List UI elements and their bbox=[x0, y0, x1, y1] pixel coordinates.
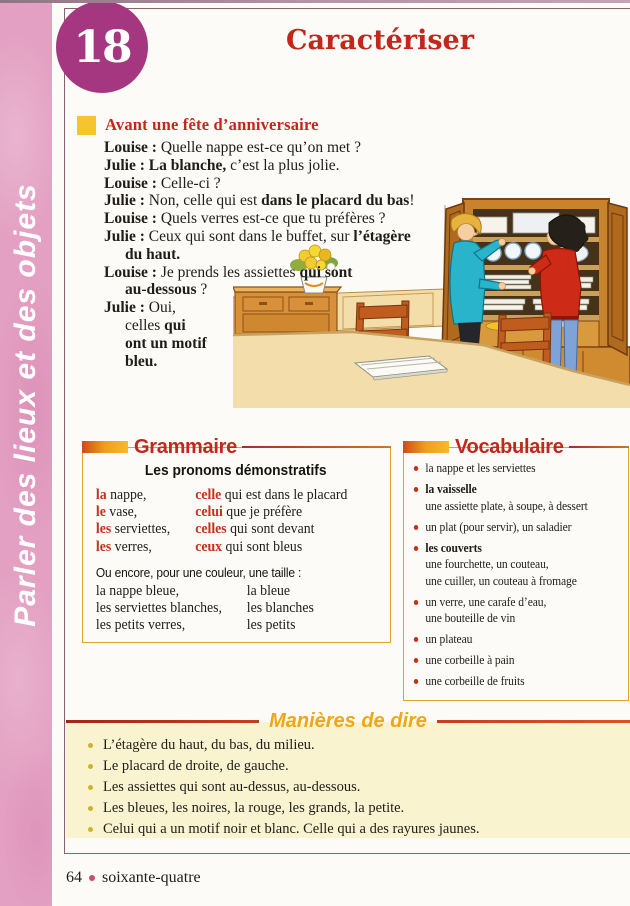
vocabulary-item bbox=[404, 540, 625, 590]
vocabulary-box bbox=[403, 436, 629, 701]
grammar-color-row: les serviettes blanches, les blanches bbox=[95, 599, 314, 616]
grammar-row: les serviettes, celles qui sont devant bbox=[95, 521, 315, 538]
vocabulary-content bbox=[404, 448, 625, 694]
dialogue-line: du haut. bbox=[125, 245, 181, 263]
vocabulary-item bbox=[404, 652, 625, 669]
dialogue-line: Louise : Quelle nappe est-ce qu’on met ? bbox=[104, 139, 361, 156]
vocabulary-item bbox=[404, 481, 625, 514]
dialogue-line: Julie : Ceux qui sont dans le buffet, sur l’étagère bbox=[104, 227, 411, 245]
scan-top-edge bbox=[0, 0, 630, 3]
dialogue-line: Julie : Oui, bbox=[104, 299, 176, 317]
manieres-list bbox=[66, 722, 630, 836]
grammar-row: le vase, celui que je préfère bbox=[95, 504, 303, 521]
unit-theme-label: Parler des lieux et des objets bbox=[9, 183, 42, 627]
dialogue-heading-text: Avant une fête d’anniversaire bbox=[105, 115, 319, 134]
grammar-header-text: Grammaire bbox=[134, 436, 237, 458]
grammar-color-row: la nappe bleue, la bleue bbox=[95, 582, 291, 599]
page-number-word: soixante-quatre bbox=[102, 869, 201, 886]
vocabulary-item-sub: une cuiller, un couteau à fromage bbox=[425, 572, 577, 588]
header-rule-left bbox=[66, 720, 259, 724]
grammar-row: la nappe, celle qui est dans le placard bbox=[95, 487, 348, 503]
cupboard-right-door bbox=[608, 203, 627, 355]
page-title: Caractériser bbox=[286, 25, 474, 56]
unit-number-badge bbox=[56, 1, 148, 93]
vocabulary-item-main: la nappe et les serviettes bbox=[425, 460, 536, 475]
dialogue-line: Julie : La blanche, c’est la plus jolie. bbox=[104, 156, 340, 174]
vocabulary-item bbox=[404, 460, 625, 477]
dialogue bbox=[104, 139, 414, 370]
dialogue-line: bleu. bbox=[125, 352, 158, 370]
vocabulary-item-main: une corbeille de fruits bbox=[425, 673, 525, 688]
vocabulary-item-main: la vaisselle bbox=[425, 481, 477, 496]
manieres-item: Les bleues, les noires, la rouge, les grands, la petite. bbox=[86, 801, 622, 816]
vocabulary-item-sub: une bouteille de vin bbox=[425, 610, 516, 625]
vocabulary-item-main: un plat (pour servir), un saladier bbox=[425, 518, 572, 534]
manieres-header bbox=[66, 710, 630, 733]
unit-number: 18 bbox=[73, 21, 131, 73]
grammar-pronoun-rows bbox=[83, 487, 388, 556]
manieres-item: L’étagère du haut, du bas, du milieu. bbox=[86, 738, 622, 753]
vocabulary-item bbox=[404, 631, 625, 648]
manieres-title: Manières de dire bbox=[269, 710, 427, 732]
vocabulary-item-main: les couverts bbox=[425, 539, 482, 555]
page-footer bbox=[66, 869, 201, 887]
dialogue-line: Louise : Je prends les assiettes qui sont bbox=[104, 263, 353, 281]
dialogue-section-heading bbox=[77, 115, 319, 135]
vocabulary-item-main: une corbeille à pain bbox=[425, 652, 515, 667]
vocabulary-list bbox=[404, 460, 625, 690]
dialogue-line: ont un motif bbox=[125, 334, 207, 352]
vocabulary-header-text: Vocabulaire bbox=[455, 436, 564, 458]
vocabulary-item-sub: une assiette plate, à soupe, à dessert bbox=[425, 497, 588, 513]
dialogue-line: celles qui bbox=[125, 316, 186, 334]
dialogue-line: Julie : Non, celle qui est dans le placard du bas! bbox=[104, 192, 415, 210]
sidebar-strip bbox=[0, 0, 52, 906]
grammar-color-rows bbox=[83, 583, 388, 635]
grammar-box bbox=[82, 436, 391, 643]
header-rule-right bbox=[437, 720, 630, 724]
grammar-note: Ou encore, pour une couleur, une taille : bbox=[95, 564, 302, 580]
grammar-color-row: les petits verres, les petits bbox=[95, 617, 296, 634]
grammar-row: les verres, ceux qui sont bleus bbox=[95, 538, 303, 555]
vocabulary-item bbox=[404, 673, 625, 690]
page-number: 64 bbox=[66, 869, 82, 886]
dialogue-line: Louise : Quels verres est-ce que tu préfères ? bbox=[104, 210, 386, 228]
yellow-square-bullet bbox=[77, 116, 96, 135]
manieres-de-dire-panel bbox=[66, 722, 630, 838]
manieres-item: Les assiettes qui sont au-dessus, au-dessous. bbox=[86, 780, 622, 795]
vocabulary-item bbox=[404, 594, 625, 627]
grammar-subtitle: Les pronoms démonstratifs bbox=[144, 462, 327, 479]
footer-dot-icon bbox=[89, 875, 95, 881]
manieres-item: Celui qui a un motif noir et blanc. Celle qui a des rayures jaunes. bbox=[86, 822, 622, 837]
vocabulary-item-main: un plateau bbox=[425, 631, 473, 646]
vocabulary-item-main: un verre, une carafe d’eau, bbox=[425, 593, 547, 609]
vocabulary-item bbox=[404, 519, 625, 536]
manieres-item: Le placard de droite, de gauche. bbox=[86, 759, 622, 774]
grammar-content bbox=[83, 448, 388, 634]
dialogue-line: Louise : Celle-ci ? bbox=[104, 174, 221, 192]
vocabulary-item-sub: une fourchette, un couteau, bbox=[425, 556, 549, 571]
dialogue-line: au-dessous ? bbox=[125, 281, 208, 299]
